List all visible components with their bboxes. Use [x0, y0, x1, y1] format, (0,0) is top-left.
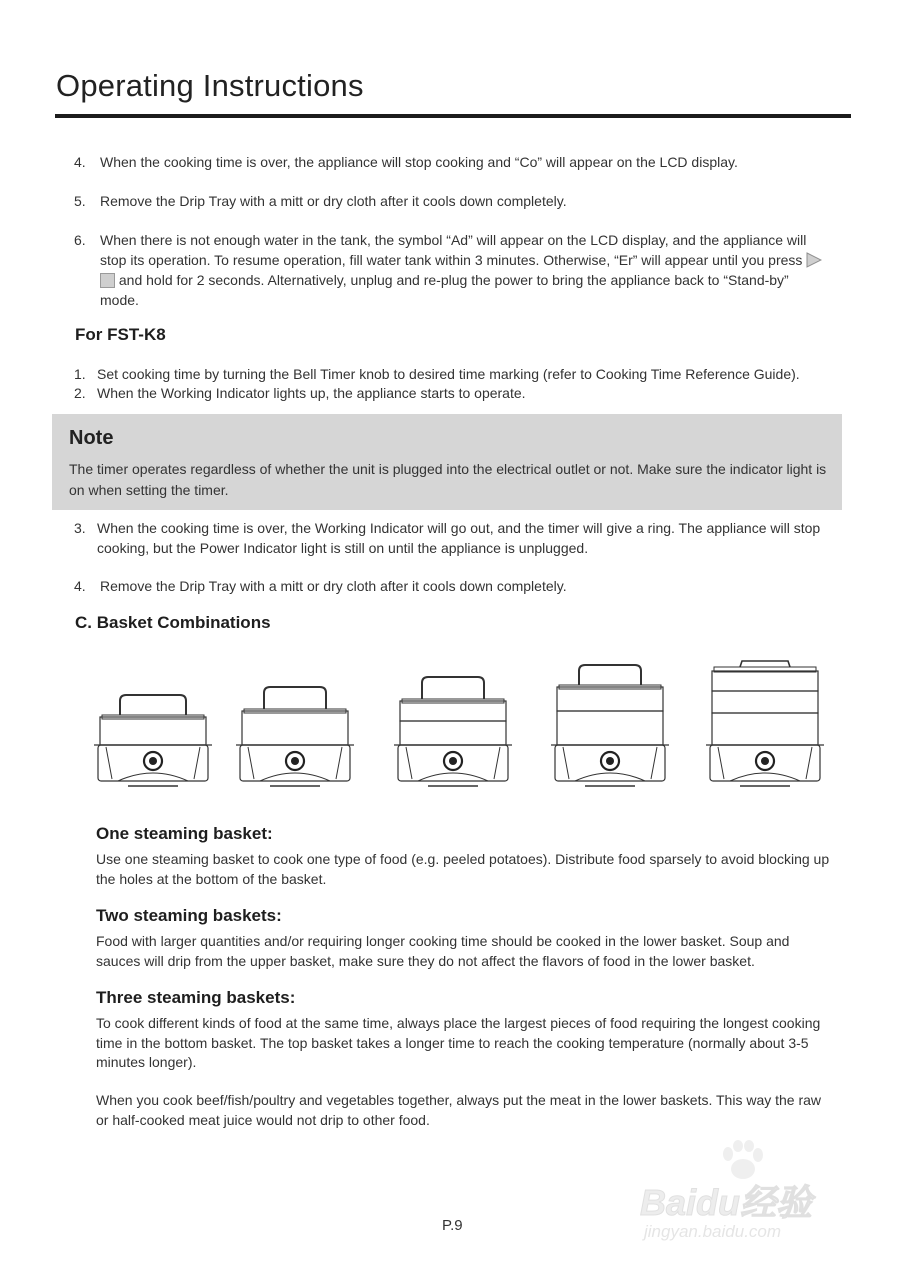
steamer-two-stacked-basket-icon	[394, 677, 512, 786]
steamer-two-basket-icon	[236, 687, 354, 786]
two-baskets-heading: Two steaming baskets:	[96, 906, 282, 925]
item-text-part-2: and hold for 2 seconds. Alternatively, unplug and re-plug the power to bring the appliance back to “Stand-by” mode.	[100, 272, 789, 308]
item-number: 1.	[74, 366, 86, 382]
section-heading-basket-combinations: C. Basket Combinations	[75, 613, 271, 632]
steamer-two-large-basket-icon	[551, 665, 669, 786]
steamer-one-basket-icon	[94, 695, 212, 786]
item-text: When the cooking time is over, the Working Indicator will go out, and the timer will give a ring. The appliance will stop cooking, but the Power Indicator light is still on until the appliance is unplugged.	[97, 520, 821, 556]
item-number: 5.	[74, 193, 86, 209]
item-text: When the cooking time is over, the appliance will stop cooking and “Co” will appear on the LCD display.	[100, 154, 738, 170]
three-baskets-text: To cook different kinds of food at the same time, always place the largest pieces of food requiring the longest cooking time in the bottom basket. The top basket takes a longer time to reach the cooking temperature (normally about 3-5 minutes longer).	[96, 1015, 821, 1070]
item-text: Set cooking time by turning the Bell Timer knob to desired time marking (refer to Cooking Time Reference Guide).	[97, 366, 800, 382]
note-text: The timer operates regardless of whether the unit is plugged into the electrical outlet or not. Make sure the indicator light is on when setting the timer.	[69, 461, 827, 498]
watermark-url: jingyan.baidu.com	[644, 1222, 782, 1241]
watermark-brand: Baidu经验	[640, 1182, 813, 1223]
item-text-part-1: When there is not enough water in the tank, the symbol “Ad” will appear on the LCD display, and the appliance will stop its operation. To resume operation, fill water tank within 3 minutes. Otherwise, “Er” will appear until you press	[100, 232, 807, 268]
item-text: Remove the Drip Tray with a mitt or dry cloth after it cools down completely.	[100, 578, 567, 594]
note-title: Note	[69, 427, 114, 449]
one-basket-text: Use one steaming basket to cook one type of food (e.g. peeled potatoes). Distribute food sparsely to avoid blocking up the holes at the bottom of the basket.	[96, 851, 830, 887]
item-number: 4.	[74, 154, 86, 170]
paw-icon	[718, 1140, 766, 1180]
section-heading-fst-k8: For FST-K8	[75, 325, 166, 344]
title-divider	[55, 114, 851, 118]
watermark	[640, 1140, 855, 1250]
steamer-illustrations	[90, 655, 835, 795]
three-baskets-heading: Three steaming baskets:	[96, 988, 296, 1007]
page-title: Operating Instructions	[56, 68, 364, 103]
item-number: 6.	[74, 232, 86, 248]
item-text: When the Working Indicator lights up, the appliance starts to operate.	[97, 385, 526, 401]
three-baskets-tip: When you cook beef/fish/poultry and vegetables together, always put the meat in the lower baskets. This way the raw or half-cooked meat juice would not drip to other food.	[96, 1092, 822, 1128]
item-number: 4.	[74, 578, 86, 594]
item-number: 2.	[74, 385, 86, 401]
item-text: Remove the Drip Tray with a mitt or dry cloth after it cools down completely.	[100, 193, 567, 209]
page-number: P.9	[442, 1217, 463, 1234]
stop-icon	[100, 273, 115, 288]
one-basket-heading: One steaming basket:	[96, 824, 273, 843]
item-text	[100, 230, 828, 310]
play-icon	[806, 252, 822, 268]
item-number: 3.	[74, 520, 86, 536]
two-baskets-text: Food with larger quantities and/or requiring longer cooking time should be cooked in the lower basket. Soup and sauces will drip from the upper basket, make sure they do not affect the flavors of food in the lower basket.	[96, 933, 790, 969]
steamer-three-basket-icon	[706, 661, 824, 786]
